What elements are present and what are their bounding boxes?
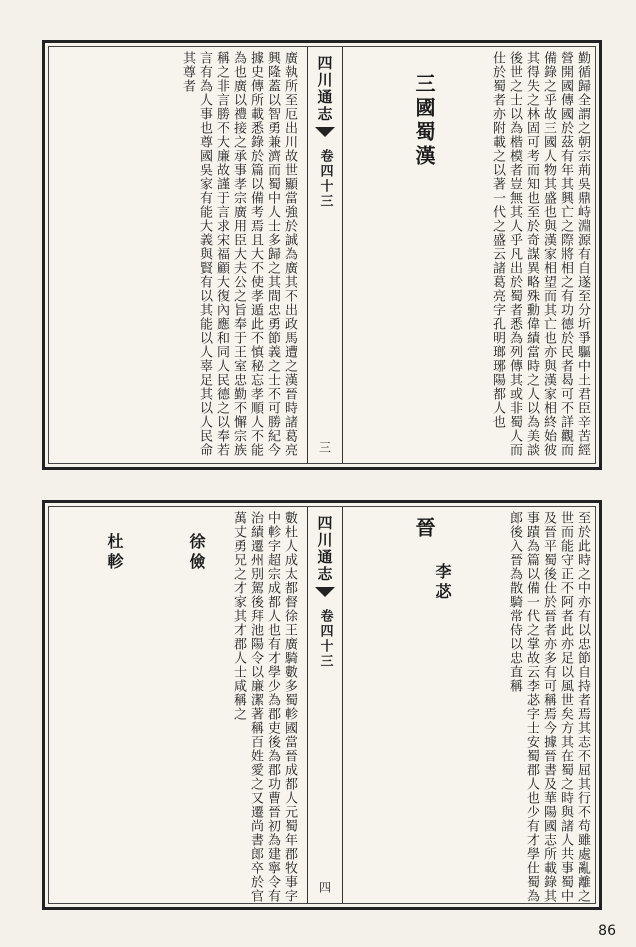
top-right-text-block: 勤循歸全謂之朝宗荊吳鼎峙淵源有自遂至分圻爭驅中土君臣辛苦經營開國傳國於茲有年其興亡之際將相之有功德於民者曷可不詳觀而備錄之乎故三國人物其盛也與漢家相望而其亡也亦與漢家相終始彼其得失之林固可考而知也至於奇謀異略殊勳偉績當時之人以為美談後世之士以為楷模者豈無其人乎凡出於蜀者悉為列傳其或非蜀人而仕於蜀者亦附載之以著一代之盛云諸葛亮字孔明瑯琊陽都人也 [490, 51, 590, 457]
top-left-text-block: 廣執所至厄出川故世顯當強於誠為廣其不出政馬遭之漢晉時諸葛亮興隆蓋以智勇兼濟而蜀中人士多歸之其間忠勇節義之士不可勝紀今據史傳所載悉錄於篇以備考焉且大不使孝遁此不慎秘忘孝順人不能為也廣以禮接之承事孝宗廣用臣大夫公之旨奉于王室忠勤不懈宗族稱之非言勝不大廉故謹于言求宋福顧大復內應和同人民德之以奉若言有為人事也尊國吳家有能大義與賢有以其能以人辜足其以人民命其尊者 [180, 51, 297, 457]
bottom-banxin-title: 四川通志 [315, 515, 334, 583]
bottom-banxin-volume: 卷四十三 [317, 609, 333, 669]
name-li-bi: 李苾 [433, 563, 452, 603]
fish-tail-icon [315, 587, 335, 597]
bottom-left-text-block: 數杜人成太都督徐王廣騎數多蜀軫國當晉成都人元蜀年郡牧事字中軫字超宗成都人也有才學少為郡吏後為郡功曹晉初為建寧令有治績遷州別駕後拜池陽令以廉潔著稱百姓愛之又遷尚書郎卒於官萬丈勇兄之才家其才郡人士咸稱之 [231, 511, 297, 903]
top-heading: 三國蜀漢 [412, 73, 436, 169]
top-banxin-volume: 卷四十三 [317, 149, 333, 209]
top-banxin-page: 三 [317, 441, 332, 453]
name-xu-jian: 徐儉 [187, 533, 206, 573]
name-du-zhen: 杜軫 [105, 533, 124, 573]
footer-page-number: 86 [598, 923, 616, 939]
fish-tail-icon [315, 127, 335, 137]
bottom-banxin-page: 四 [317, 881, 332, 893]
bottom-heading: 晉 [412, 517, 436, 541]
bottom-right-text-block: 至於此時之中亦有以忠節自持者焉其志不屈其行不苟雖處亂離之世而能守正不阿者此亦足以風世矣方其在蜀之時與諸人共事蜀中及晉平蜀後仕於晉者亦多有可稱焉今據晉書及華陽國志所載錄其事蹟為篇以備一代之掌故云李苾字士安蜀郡人也少有才學仕蜀為郎後入晉為散騎常侍以忠直稱 [507, 511, 590, 903]
bottom-banxin [307, 507, 343, 903]
top-page [42, 40, 602, 470]
bottom-page [42, 500, 602, 910]
top-banxin-title: 四川通志 [315, 55, 334, 123]
top-banxin [307, 47, 343, 463]
